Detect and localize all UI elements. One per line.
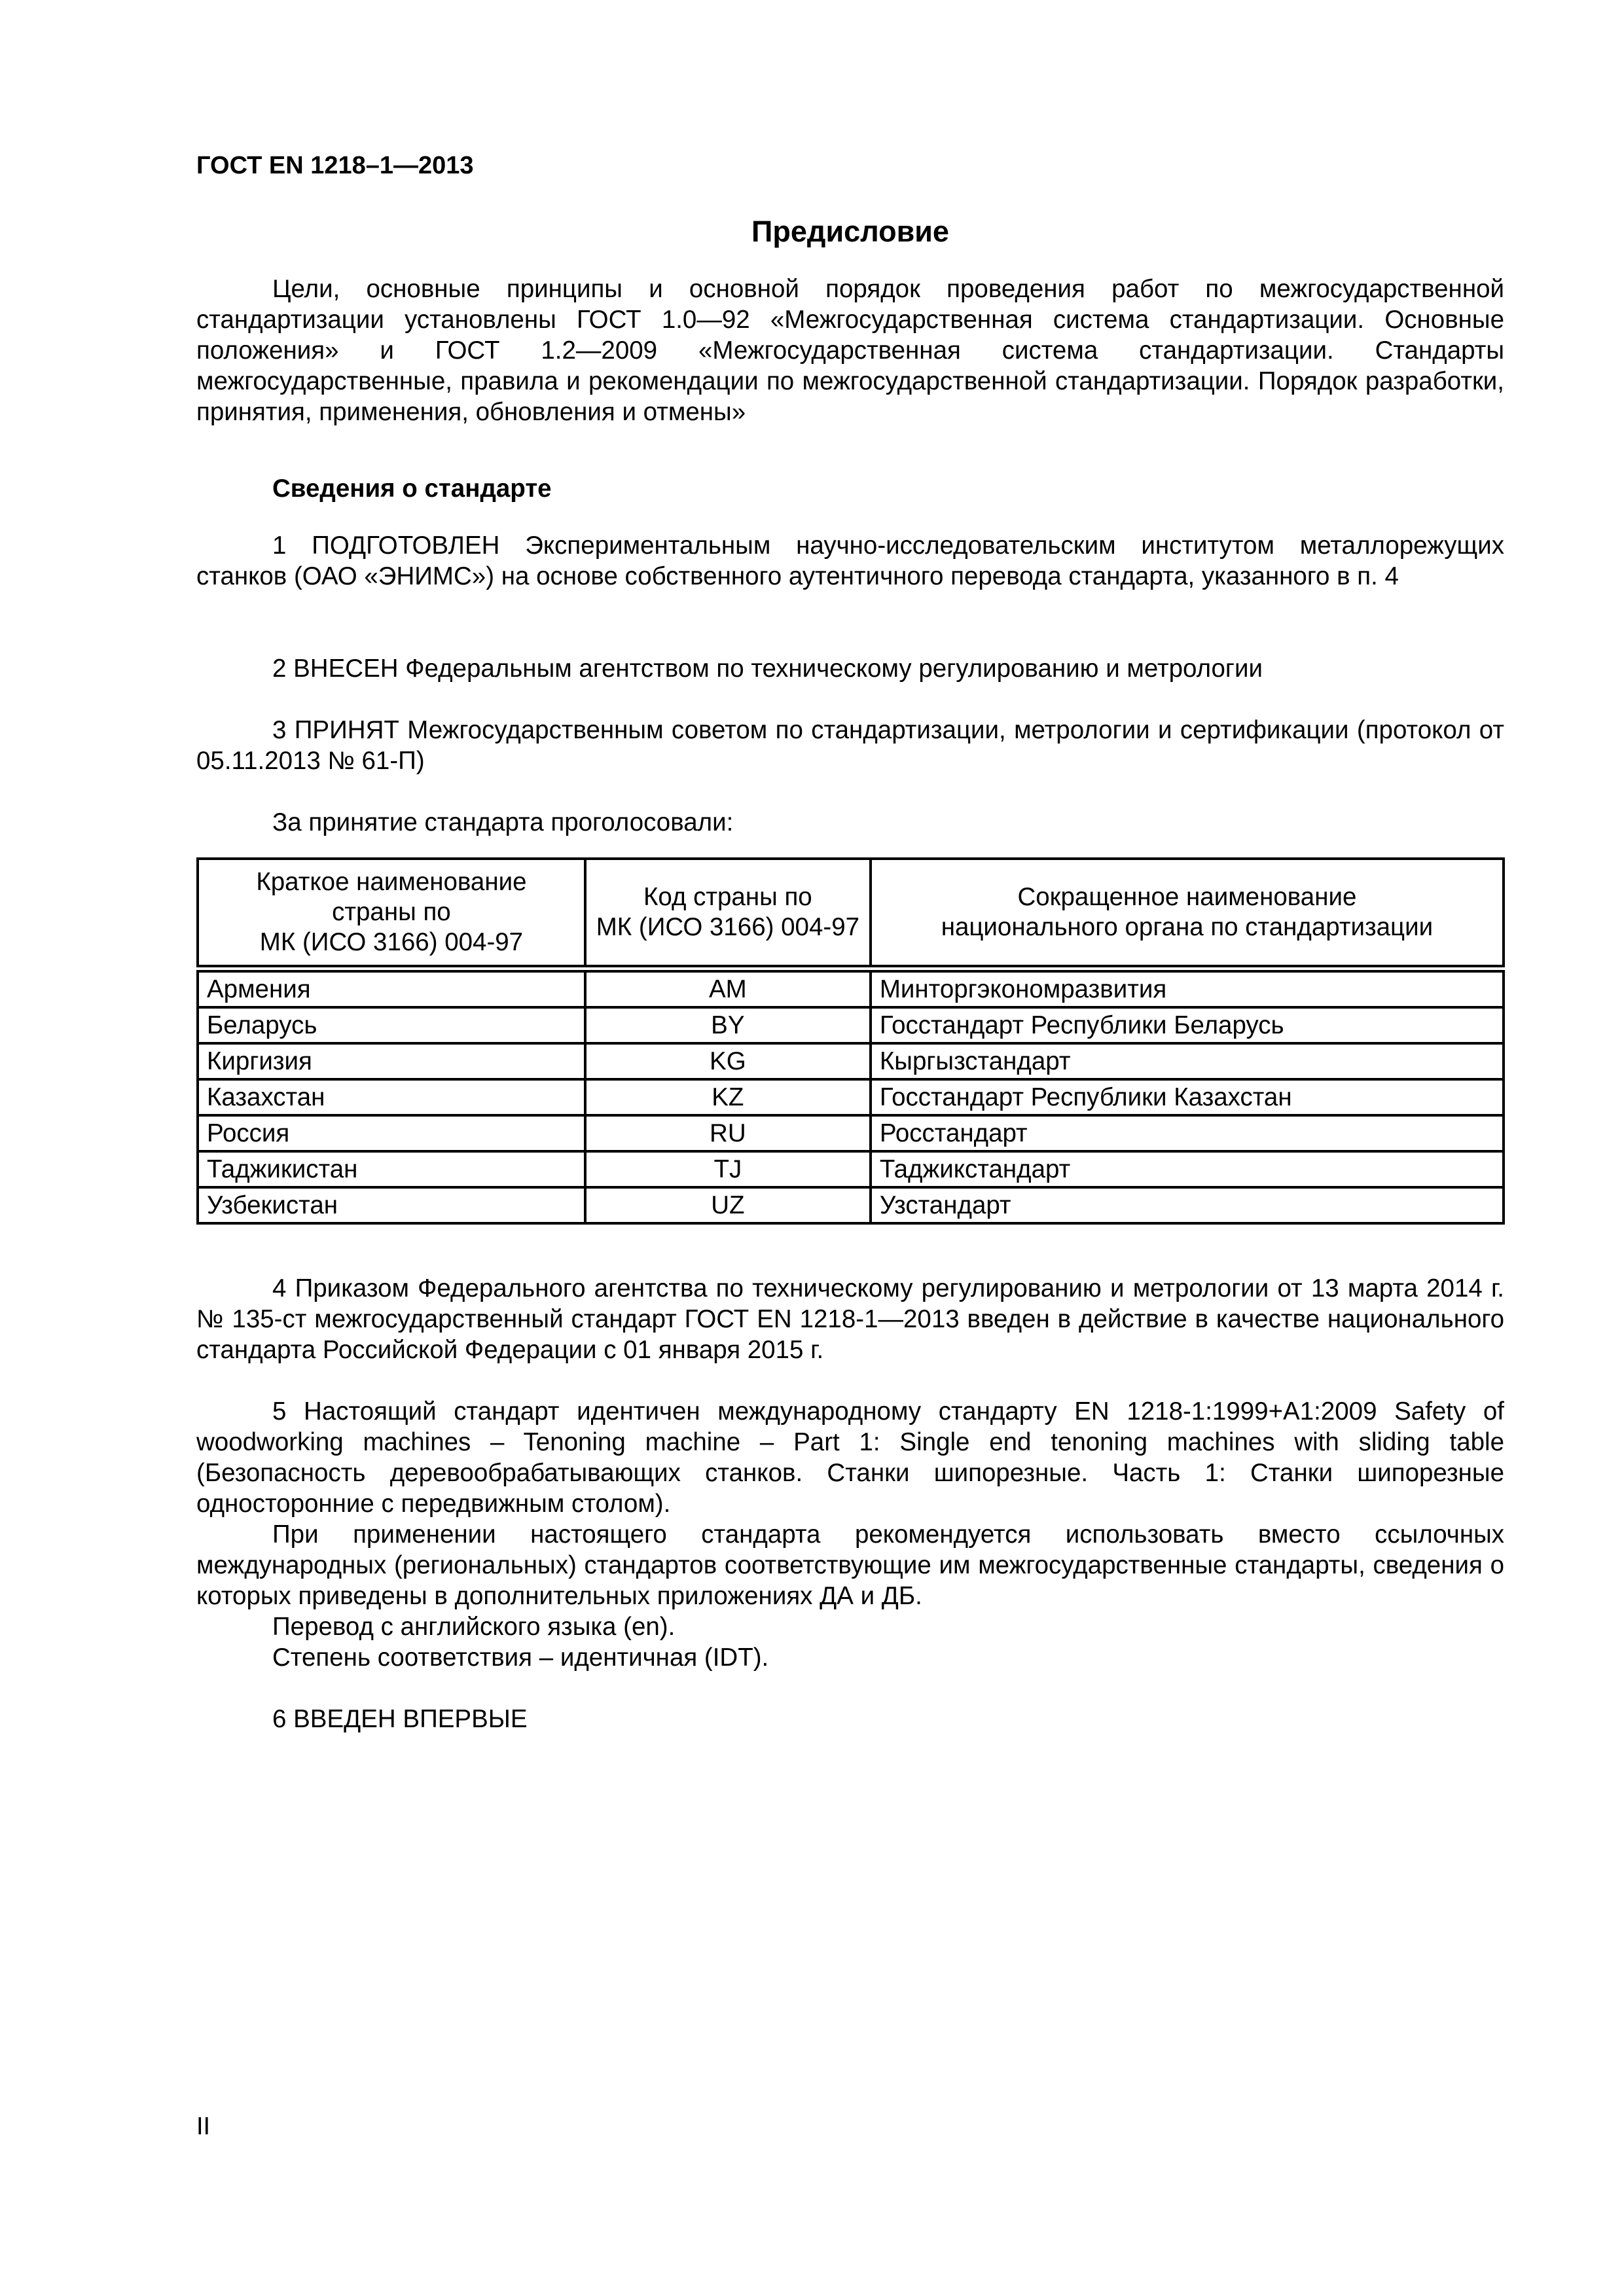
code-cell: AM [585, 969, 871, 1007]
item-1-prepared: 1 ПОДГОТОВЛЕН Экспериментальным научно-исследовательским институтом металлорежущих станков (ОАО «ЭНИМС») на основе собственного аутентичного перевода стандарта, указанного в п. 4 [196, 531, 1504, 590]
item-5-identity: 5 Настоящий стандарт идентичен международному стандарту EN 1218-1:1999+A1:2009 Safety of woodworking machines – Tenoning machine – Part 1: Single end tenoning machines with sliding table (Безопасность деревообрабатывающих станков. Станки шипорезные. Часть 1: Станки шипорезные односторонние с передвижным столом). [196, 1397, 1504, 1518]
country-cell: Казахстан [198, 1079, 585, 1115]
vote-intro: За принятие стандарта проголосовали: [272, 808, 734, 836]
country-cell: Россия [198, 1115, 585, 1151]
header-line: Код страны по [643, 883, 812, 911]
code-cell: RU [585, 1115, 871, 1151]
header-line: страны по [332, 898, 451, 926]
item-2-submitted: 2 ВНЕСЕН Федеральным агентством по техническому регулированию и метрологии [272, 655, 1263, 683]
header-line: Краткое наименование [256, 868, 527, 896]
item-3-adopted: 3 ПРИНЯТ Межгосударственным советом по стандартизации, метрологии и сертификации (протокол от 05.11.2013 № 61-П) [196, 716, 1504, 775]
body-cell: Таджикстандарт [871, 1151, 1504, 1187]
code-cell: UZ [585, 1187, 871, 1223]
item-6-first-introduced: 6 ВВЕДЕН ВПЕРВЫЕ [272, 1705, 528, 1733]
body-cell: Минторгэкономразвития [871, 969, 1504, 1007]
country-cell: Беларусь [198, 1007, 585, 1043]
table-row [198, 1115, 1504, 1151]
country-cell: Киргизия [198, 1043, 585, 1079]
body-cell: Госстандарт Республики Беларусь [871, 1007, 1504, 1043]
table-row [198, 1043, 1504, 1079]
country-cell: Таджикистан [198, 1151, 585, 1187]
table-row [198, 1079, 1504, 1115]
header-line: Сокращенное наименование [1017, 883, 1357, 911]
country-cell: Армения [198, 969, 585, 1007]
table-row [198, 1151, 1504, 1187]
table-row [198, 1007, 1504, 1043]
voting-countries-table [196, 857, 1505, 1225]
header-national-body [871, 859, 1504, 969]
country-cell: Узбекистан [198, 1187, 585, 1223]
document-code: ГОСТ EN 1218–1—2013 [196, 152, 474, 179]
intro-paragraph: Цели, основные принципы и основной порядок проведения работ по межгосударственной стандартизации установлены ГОСТ 1.0—92 «Межгосударственная система стандартизации. Основные положения» и ГОСТ 1.2—2009 «Межгосударственная система стандартизации. Стандарты межгосударственные, правила и рекомендации по межгосударственной стандартизации. Порядок разработки, принятия, применения, обновления и отмены» [196, 275, 1504, 426]
header-line: МК (ИСО 3166) 004-97 [596, 913, 860, 941]
table-row [198, 969, 1504, 1007]
item-5-translation: Перевод с английского языка (en). [272, 1613, 676, 1641]
item-5-conformity: Степень соответствия – идентичная (IDT). [272, 1643, 769, 1672]
header-country-name [198, 859, 585, 969]
item-5-references: При применении настоящего стандарта рекомендуется использовать вместо ссылочных международных (региональных) стандартов соответствующие им межгосударственные стандарты, сведения о которых приведены в дополнительных приложениях ДА и ДБ. [196, 1520, 1504, 1610]
header-country-code [585, 859, 871, 969]
body-cell: Госстандарт Республики Казахстан [871, 1079, 1504, 1115]
body-cell: Росстандарт [871, 1115, 1504, 1151]
code-cell: TJ [585, 1151, 871, 1187]
body-cell: Узстандарт [871, 1187, 1504, 1223]
page-number: II [196, 2113, 211, 2140]
code-cell: KZ [585, 1079, 871, 1115]
page-title: Предисловие [751, 215, 949, 248]
table-header-row [198, 859, 1504, 969]
info-heading: Сведения о стандарте [272, 475, 552, 503]
code-cell: KG [585, 1043, 871, 1079]
header-line: национального органа по стандартизации [941, 913, 1434, 941]
item-4-order: 4 Приказом Федерального агентства по техническому регулированию и метрологии от 13 марта 2014 г. № 135-ст межгосударственный стандарт ГОСТ EN 1218-1—2013 введен в действие в качестве национального стандарта Российской Федерации с 01 января 2015 г. [196, 1274, 1504, 1364]
body-cell: Кыргызстандарт [871, 1043, 1504, 1079]
code-cell: BY [585, 1007, 871, 1043]
table-row [198, 1187, 1504, 1223]
header-line: МК (ИСО 3166) 004-97 [259, 928, 524, 956]
